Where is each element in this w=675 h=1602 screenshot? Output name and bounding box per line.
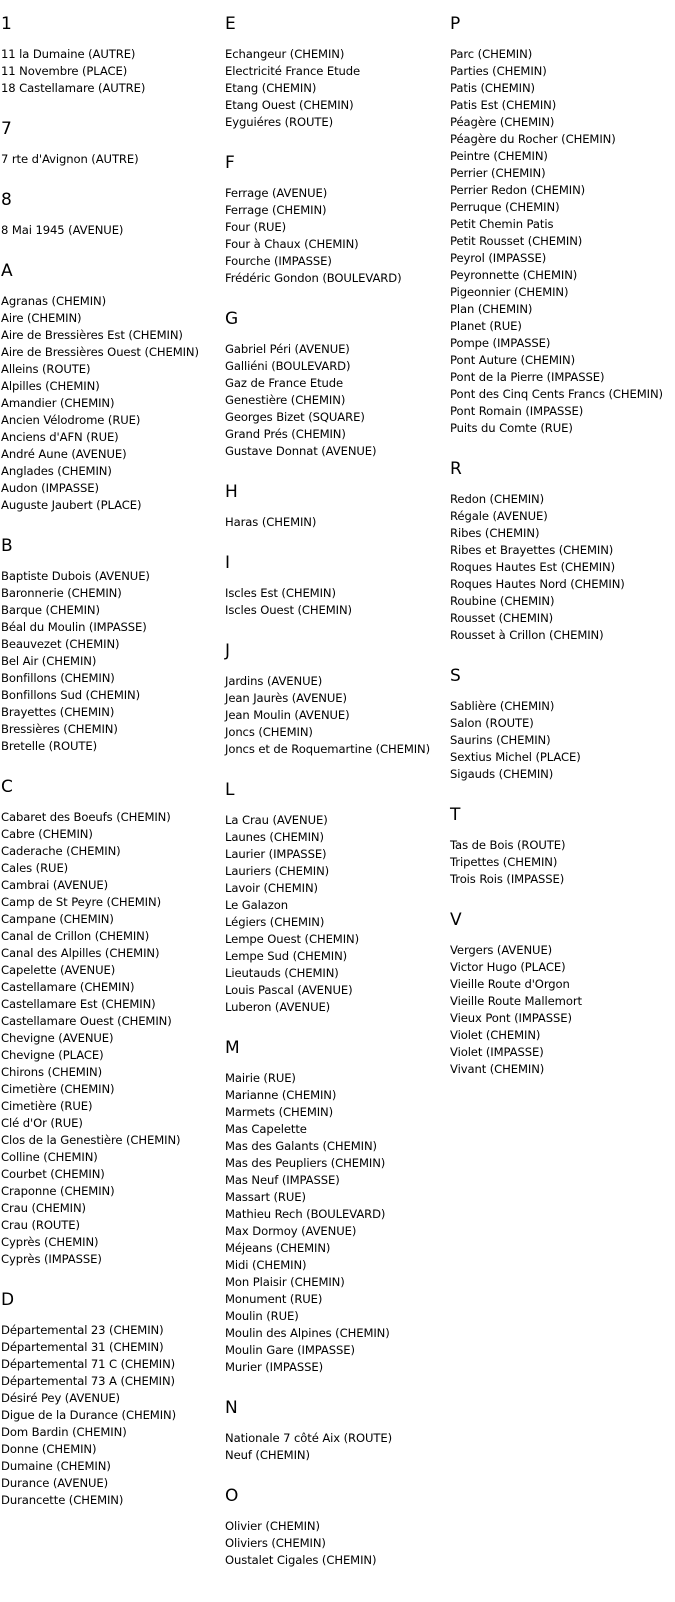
street-item: Victor Hugo (PLACE) bbox=[450, 960, 566, 974]
street-item: Massart (RUE) bbox=[225, 1190, 306, 1204]
street-list bbox=[225, 1430, 440, 1464]
street-item: Agranas (CHEMIN) bbox=[1, 294, 107, 308]
street-item: Four (RUE) bbox=[225, 220, 287, 234]
street-item: Violet (IMPASSE) bbox=[450, 1045, 544, 1059]
street-item: Cyprès (CHEMIN) bbox=[1, 1235, 99, 1249]
letter-section bbox=[1, 190, 216, 239]
letter-section bbox=[1, 14, 216, 97]
street-item: Dom Bardin (CHEMIN) bbox=[1, 1425, 127, 1439]
letter-section bbox=[1, 119, 216, 168]
street-item: Echangeur (CHEMIN) bbox=[225, 47, 345, 61]
street-item: Caderache (CHEMIN) bbox=[1, 844, 121, 858]
street-item: Clé d'Or (RUE) bbox=[1, 1116, 83, 1130]
street-list bbox=[1, 809, 216, 1268]
letter-section bbox=[1, 777, 216, 1268]
index-column-2 bbox=[225, 14, 440, 1591]
street-item: Trois Rois (IMPASSE) bbox=[450, 872, 565, 886]
street-item: Dumaine (CHEMIN) bbox=[1, 1459, 111, 1473]
street-item: Cabaret des Boeufs (CHEMIN) bbox=[1, 810, 171, 824]
section-letter-heading: M bbox=[225, 1038, 240, 1058]
street-item: Bretelle (ROUTE) bbox=[1, 739, 98, 753]
street-item: Pont de la Pierre (IMPASSE) bbox=[450, 370, 605, 384]
street-item: Marmets (CHEMIN) bbox=[225, 1105, 334, 1119]
street-item: Genestière (CHEMIN) bbox=[225, 393, 346, 407]
street-item: Launes (CHEMIN) bbox=[225, 830, 324, 844]
street-item: Bonfillons Sud (CHEMIN) bbox=[1, 688, 141, 702]
section-letter-heading: F bbox=[225, 153, 235, 173]
street-item: Peintre (CHEMIN) bbox=[450, 149, 548, 163]
street-item: Max Dormoy (AVENUE) bbox=[225, 1224, 357, 1238]
section-letter-heading: G bbox=[225, 309, 239, 329]
street-item: Etang Ouest (CHEMIN) bbox=[225, 98, 354, 112]
street-item: Peyronnette (CHEMIN) bbox=[450, 268, 578, 282]
street-item: Moulin des Alpines (CHEMIN) bbox=[225, 1326, 390, 1340]
street-item: Moulin Gare (IMPASSE) bbox=[225, 1343, 355, 1357]
street-item: Roubine (CHEMIN) bbox=[450, 594, 555, 608]
letter-section bbox=[450, 805, 675, 888]
street-item: Péagère du Rocher (CHEMIN) bbox=[450, 132, 616, 146]
street-item: Donne (CHEMIN) bbox=[1, 1442, 97, 1456]
street-item: Baronnerie (CHEMIN) bbox=[1, 586, 122, 600]
index-column-1 bbox=[1, 14, 216, 1531]
letter-section bbox=[225, 153, 440, 287]
street-item: Lauriers (CHEMIN) bbox=[225, 864, 330, 878]
street-item: André Aune (AVENUE) bbox=[1, 447, 127, 461]
letter-section bbox=[450, 910, 675, 1078]
street-item: Nationale 7 côté Aix (ROUTE) bbox=[225, 1431, 393, 1445]
street-item: Peyrol (IMPASSE) bbox=[450, 251, 547, 265]
section-letter-heading: O bbox=[225, 1486, 239, 1506]
street-item: Crau (ROUTE) bbox=[1, 1218, 80, 1232]
section-letter-heading: 1 bbox=[1, 14, 12, 34]
section-letter-heading: B bbox=[1, 536, 13, 556]
street-item: Castellamare Est (CHEMIN) bbox=[1, 997, 156, 1011]
street-item: Mairie (RUE) bbox=[225, 1071, 296, 1085]
letter-section bbox=[1, 261, 216, 514]
section-letter-heading: N bbox=[225, 1398, 238, 1418]
street-item: Pont Romain (IMPASSE) bbox=[450, 404, 584, 418]
street-item: Digue de la Durance (CHEMIN) bbox=[1, 1408, 177, 1422]
street-item: Petit Rousset (CHEMIN) bbox=[450, 234, 583, 248]
street-list bbox=[1, 1322, 216, 1509]
section-letter-heading: 8 bbox=[1, 190, 12, 210]
street-list bbox=[225, 514, 440, 531]
street-item: Oustalet Cigales (CHEMIN) bbox=[225, 1553, 377, 1567]
letter-section bbox=[450, 666, 675, 783]
street-item: Eyguiéres (ROUTE) bbox=[225, 115, 334, 129]
street-item: Tripettes (CHEMIN) bbox=[450, 855, 558, 869]
street-list bbox=[450, 491, 675, 644]
street-item: Légiers (CHEMIN) bbox=[225, 915, 325, 929]
street-item: Sextius Michel (PLACE) bbox=[450, 750, 581, 764]
street-item: Pont des Cinq Cents Francs (CHEMIN) bbox=[450, 387, 663, 401]
street-item: Patis (CHEMIN) bbox=[450, 81, 535, 95]
street-item: Capelette (AVENUE) bbox=[1, 963, 116, 977]
street-item: La Crau (AVENUE) bbox=[225, 813, 328, 827]
section-letter-heading: P bbox=[450, 14, 461, 34]
street-item: Bonfillons (CHEMIN) bbox=[1, 671, 115, 685]
street-item: Bel Air (CHEMIN) bbox=[1, 654, 97, 668]
letter-section bbox=[225, 641, 440, 758]
street-item: Clos de la Genestière (CHEMIN) bbox=[1, 1133, 181, 1147]
street-item: 18 Castellamare (AUTRE) bbox=[1, 81, 146, 95]
street-item: Méjeans (CHEMIN) bbox=[225, 1241, 331, 1255]
index-column-3 bbox=[450, 14, 675, 1100]
street-list bbox=[450, 46, 675, 437]
street-item: Anglades (CHEMIN) bbox=[1, 464, 112, 478]
street-list bbox=[1, 46, 216, 97]
street-item: Sigauds (CHEMIN) bbox=[450, 767, 554, 781]
street-list bbox=[225, 673, 440, 758]
street-item: Cambrai (AVENUE) bbox=[1, 878, 109, 892]
street-item: Pompe (IMPASSE) bbox=[450, 336, 551, 350]
street-item: Jardins (AVENUE) bbox=[225, 674, 323, 688]
street-item: Désiré Pey (AVENUE) bbox=[1, 1391, 120, 1405]
street-item: Joncs (CHEMIN) bbox=[225, 725, 313, 739]
street-list bbox=[225, 585, 440, 619]
street-item: Fourche (IMPASSE) bbox=[225, 254, 332, 268]
street-item: Violet (CHEMIN) bbox=[450, 1028, 541, 1042]
street-list bbox=[1, 568, 216, 755]
street-list bbox=[225, 812, 440, 1016]
street-item: Midi (CHEMIN) bbox=[225, 1258, 307, 1272]
letter-section bbox=[225, 553, 440, 619]
street-list bbox=[225, 1070, 440, 1376]
street-item: Iscles Est (CHEMIN) bbox=[225, 586, 336, 600]
section-letter-heading: D bbox=[1, 1290, 15, 1310]
street-item: Petit Chemin Patis bbox=[450, 217, 554, 231]
street-item: Brayettes (CHEMIN) bbox=[1, 705, 115, 719]
street-item: Plan (CHEMIN) bbox=[450, 302, 533, 316]
street-item: Amandier (CHEMIN) bbox=[1, 396, 115, 410]
street-item: Chevigne (AVENUE) bbox=[1, 1031, 114, 1045]
letter-section bbox=[225, 780, 440, 1016]
street-item: Gustave Donnat (AVENUE) bbox=[225, 444, 377, 458]
letter-section bbox=[225, 309, 440, 460]
street-item: Gaz de France Etude bbox=[225, 376, 344, 390]
street-item: Ferrage (AVENUE) bbox=[225, 186, 328, 200]
street-item: Salon (ROUTE) bbox=[450, 716, 534, 730]
street-item: Pigeonnier (CHEMIN) bbox=[450, 285, 569, 299]
street-item: Monument (RUE) bbox=[225, 1292, 323, 1306]
street-item: Vieux Pont (IMPASSE) bbox=[450, 1011, 572, 1025]
street-item: Auguste Jaubert (PLACE) bbox=[1, 498, 142, 512]
street-item: Pont Auture (CHEMIN) bbox=[450, 353, 576, 367]
street-item: Rousset (CHEMIN) bbox=[450, 611, 554, 625]
street-list bbox=[1, 151, 216, 168]
street-item: Cimetière (RUE) bbox=[1, 1099, 93, 1113]
street-item: Lempe Sud (CHEMIN) bbox=[225, 949, 348, 963]
street-item: Canal de Crillon (CHEMIN) bbox=[1, 929, 150, 943]
street-item: Durancette (CHEMIN) bbox=[1, 1493, 124, 1507]
street-item: Aire de Bressières Est (CHEMIN) bbox=[1, 328, 183, 342]
street-item: Béal du Moulin (IMPASSE) bbox=[1, 620, 147, 634]
street-item: Roques Hautes Nord (CHEMIN) bbox=[450, 577, 625, 591]
street-list bbox=[225, 1518, 440, 1569]
street-item: Chirons (CHEMIN) bbox=[1, 1065, 103, 1079]
street-item: Galliéni (BOULEVARD) bbox=[225, 359, 351, 373]
street-item: Vergers (AVENUE) bbox=[450, 943, 553, 957]
street-item: Neuf (CHEMIN) bbox=[225, 1448, 310, 1462]
street-item: Oliviers (CHEMIN) bbox=[225, 1536, 326, 1550]
street-item: Redon (CHEMIN) bbox=[450, 492, 545, 506]
street-item: Jean Jaurès (AVENUE) bbox=[225, 691, 347, 705]
street-item: Lempe Ouest (CHEMIN) bbox=[225, 932, 360, 946]
street-item: Baptiste Dubois (AVENUE) bbox=[1, 569, 150, 583]
street-item: Anciens d'AFN (RUE) bbox=[1, 430, 119, 444]
street-item: Haras (CHEMIN) bbox=[225, 515, 317, 529]
street-item: Luberon (AVENUE) bbox=[225, 1000, 331, 1014]
street-item: Planet (RUE) bbox=[450, 319, 522, 333]
street-item: Olivier (CHEMIN) bbox=[225, 1519, 320, 1533]
street-item: Mathieu Rech (BOULEVARD) bbox=[225, 1207, 386, 1221]
street-item: Jean Moulin (AVENUE) bbox=[225, 708, 350, 722]
street-item: Alleins (ROUTE) bbox=[1, 362, 91, 376]
street-item: Beauvezet (CHEMIN) bbox=[1, 637, 120, 651]
street-list bbox=[1, 222, 216, 239]
street-item: Canal des Alpilles (CHEMIN) bbox=[1, 946, 160, 960]
street-item: 8 Mai 1945 (AVENUE) bbox=[1, 223, 124, 237]
street-list bbox=[450, 698, 675, 783]
street-item: Départemental 31 (CHEMIN) bbox=[1, 1340, 164, 1354]
street-item: Rousset à Crillon (CHEMIN) bbox=[450, 628, 604, 642]
street-item: Bressières (CHEMIN) bbox=[1, 722, 118, 736]
street-item: Lavoir (CHEMIN) bbox=[225, 881, 318, 895]
street-item: Four à Chaux (CHEMIN) bbox=[225, 237, 359, 251]
street-item: Ancien Vélodrome (RUE) bbox=[1, 413, 141, 427]
street-item: Louis Pascal (AVENUE) bbox=[225, 983, 353, 997]
section-letter-heading: C bbox=[1, 777, 13, 797]
street-item: Barque (CHEMIN) bbox=[1, 603, 100, 617]
street-item: Alpilles (CHEMIN) bbox=[1, 379, 100, 393]
street-item: Castellamare Ouest (CHEMIN) bbox=[1, 1014, 172, 1028]
street-item: Le Galazon bbox=[225, 898, 289, 912]
street-item: Ribes (CHEMIN) bbox=[450, 526, 540, 540]
section-letter-heading: E bbox=[225, 14, 236, 34]
street-item: Perruque (CHEMIN) bbox=[450, 200, 560, 214]
street-item: Départemental 23 (CHEMIN) bbox=[1, 1323, 164, 1337]
street-item: Etang (CHEMIN) bbox=[225, 81, 317, 95]
street-item: 7 rte d'Avignon (AUTRE) bbox=[1, 152, 139, 166]
street-item: Cales (RUE) bbox=[1, 861, 69, 875]
letter-section bbox=[1, 1290, 216, 1509]
street-item: Parc (CHEMIN) bbox=[450, 47, 533, 61]
street-item: Lieutauds (CHEMIN) bbox=[225, 966, 339, 980]
street-list bbox=[1, 293, 216, 514]
letter-section bbox=[225, 1486, 440, 1569]
street-item: Iscles Ouest (CHEMIN) bbox=[225, 603, 352, 617]
street-item: Aire de Bressières Ouest (CHEMIN) bbox=[1, 345, 199, 359]
street-item: Cabre (CHEMIN) bbox=[1, 827, 93, 841]
letter-section bbox=[225, 482, 440, 531]
street-item: Crau (CHEMIN) bbox=[1, 1201, 86, 1215]
street-item: Castellamare (CHEMIN) bbox=[1, 980, 135, 994]
section-letter-heading: V bbox=[450, 910, 462, 930]
street-item: 11 Novembre (PLACE) bbox=[1, 64, 128, 78]
street-item: Aire (CHEMIN) bbox=[1, 311, 82, 325]
street-item: Moulin (RUE) bbox=[225, 1309, 299, 1323]
street-list bbox=[450, 837, 675, 888]
letter-section bbox=[450, 459, 675, 644]
street-item: Chevigne (PLACE) bbox=[1, 1048, 104, 1062]
street-item: Perrier (CHEMIN) bbox=[450, 166, 546, 180]
street-item: 11 la Dumaine (AUTRE) bbox=[1, 47, 136, 61]
street-item: Mas Capelette bbox=[225, 1122, 307, 1136]
section-letter-heading: 7 bbox=[1, 119, 12, 139]
street-item: Vieille Route Mallemort bbox=[450, 994, 582, 1008]
street-item: Mas des Galants (CHEMIN) bbox=[225, 1139, 377, 1153]
street-item: Camp de St Peyre (CHEMIN) bbox=[1, 895, 161, 909]
street-item: Grand Prés (CHEMIN) bbox=[225, 427, 346, 441]
section-letter-heading: J bbox=[225, 641, 231, 661]
street-list bbox=[450, 942, 675, 1078]
letter-section bbox=[225, 14, 440, 131]
street-item: Puits du Comte (RUE) bbox=[450, 421, 573, 435]
street-item: Perrier Redon (CHEMIN) bbox=[450, 183, 586, 197]
section-letter-heading: S bbox=[450, 666, 461, 686]
street-list bbox=[225, 341, 440, 460]
section-letter-heading: I bbox=[225, 553, 231, 573]
street-item: Cimetière (CHEMIN) bbox=[1, 1082, 115, 1096]
street-item: Patis Est (CHEMIN) bbox=[450, 98, 557, 112]
street-item: Régale (AVENUE) bbox=[450, 509, 548, 523]
street-item: Vivant (CHEMIN) bbox=[450, 1062, 545, 1076]
street-item: Mas des Peupliers (CHEMIN) bbox=[225, 1156, 386, 1170]
letter-section bbox=[450, 14, 675, 437]
street-item: Parties (CHEMIN) bbox=[450, 64, 547, 78]
street-item: Mas Neuf (IMPASSE) bbox=[225, 1173, 340, 1187]
street-item: Durance (AVENUE) bbox=[1, 1476, 109, 1490]
street-item: Colline (CHEMIN) bbox=[1, 1150, 98, 1164]
street-item: Marianne (CHEMIN) bbox=[225, 1088, 337, 1102]
street-item: Saurins (CHEMIN) bbox=[450, 733, 551, 747]
section-letter-heading: T bbox=[450, 805, 461, 825]
street-item: Vieille Route d'Orgon bbox=[450, 977, 570, 991]
section-letter-heading: H bbox=[225, 482, 238, 502]
street-item: Ribes et Brayettes (CHEMIN) bbox=[450, 543, 614, 557]
street-item: Georges Bizet (SQUARE) bbox=[225, 410, 365, 424]
street-item: Audon (IMPASSE) bbox=[1, 481, 99, 495]
letter-section bbox=[1, 536, 216, 755]
street-item: Péagère (CHEMIN) bbox=[450, 115, 555, 129]
section-letter-heading: A bbox=[1, 261, 13, 281]
street-item: Craponne (CHEMIN) bbox=[1, 1184, 115, 1198]
street-item: Murier (IMPASSE) bbox=[225, 1360, 324, 1374]
street-item: Courbet (CHEMIN) bbox=[1, 1167, 105, 1181]
street-item: Campane (CHEMIN) bbox=[1, 912, 114, 926]
street-item: Ferrage (CHEMIN) bbox=[225, 203, 327, 217]
street-item: Mon Plaisir (CHEMIN) bbox=[225, 1275, 345, 1289]
street-item: Sablière (CHEMIN) bbox=[450, 699, 555, 713]
street-item: Gabriel Péri (AVENUE) bbox=[225, 342, 350, 356]
street-item: Electricité France Etude bbox=[225, 64, 361, 78]
street-list bbox=[225, 46, 440, 131]
street-item: Cyprès (IMPASSE) bbox=[1, 1252, 102, 1266]
letter-section bbox=[225, 1398, 440, 1464]
street-item: Frédéric Gondon (BOULEVARD) bbox=[225, 271, 402, 285]
street-item: Départemental 71 C (CHEMIN) bbox=[1, 1357, 176, 1371]
street-list bbox=[225, 185, 440, 287]
letter-section bbox=[225, 1038, 440, 1376]
street-item: Roques Hautes Est (CHEMIN) bbox=[450, 560, 616, 574]
street-item: Laurier (IMPASSE) bbox=[225, 847, 327, 861]
section-letter-heading: R bbox=[450, 459, 462, 479]
street-item: Départemental 73 A (CHEMIN) bbox=[1, 1374, 175, 1388]
street-item: Joncs et de Roquemartine (CHEMIN) bbox=[225, 742, 431, 756]
street-item: Tas de Bois (ROUTE) bbox=[450, 838, 566, 852]
section-letter-heading: L bbox=[225, 780, 235, 800]
